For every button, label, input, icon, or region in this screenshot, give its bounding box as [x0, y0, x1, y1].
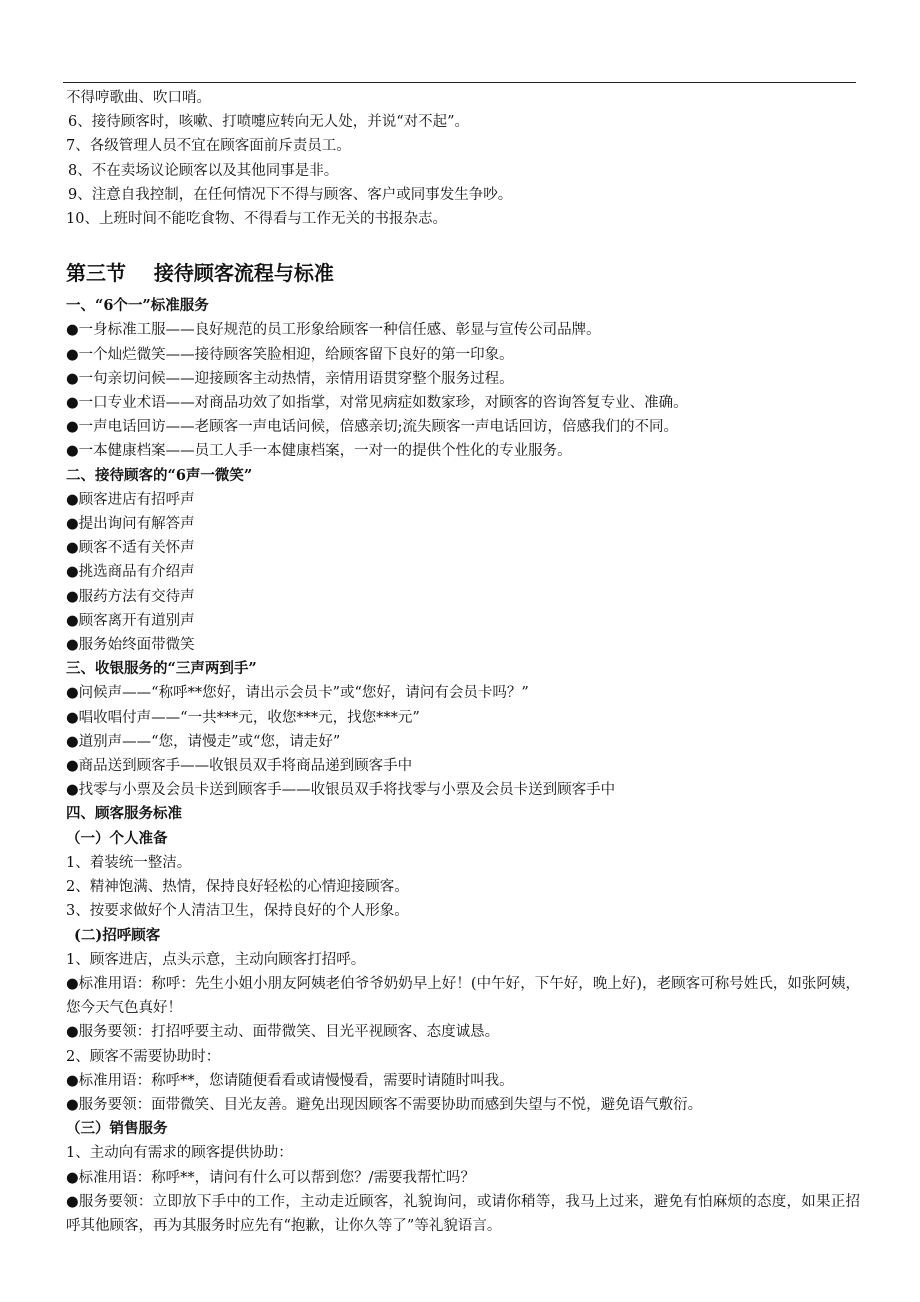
list-item: ●一句亲切问候——迎接顾客主动热情，亲情用语贯穿整个服务过程。 [66, 370, 514, 387]
heading-part2: 二、接待顾客的“6声一微笑” [66, 466, 253, 484]
text-line: 1、主动向有需求的顾客提供协助： [66, 1145, 293, 1162]
text-line: 7、各级管理人员不宜在顾客面前斥责员工。 [66, 138, 351, 155]
list-item: ●问候声——“称呼**您好，请出示会员卡”或“您好，请问有会员卡吗？” [66, 685, 529, 702]
document-body [66, 86, 860, 1238]
list-item: 2、精神饱满、热情，保持良好轻松的心情迎接顾客。 [66, 879, 409, 896]
list-item: 1、着装统一整洁。 [66, 854, 192, 871]
list-item: ●商品送到顾客手——收银员双手将商品递到顾客手中 [66, 758, 413, 775]
list-item: ●一本健康档案——员工人手一本健康档案，一对一的提供个性化的专业服务。 [66, 443, 572, 460]
text-line: 1、顾客进店，点头示意，主动向顾客打招呼。 [66, 951, 366, 968]
list-item: ●服务始终面带微笑 [66, 637, 195, 654]
header-rule [63, 82, 856, 83]
list-item: 3、按要求做好个人清洁卫生，保持良好的个人形象。 [66, 903, 409, 920]
text-line: 8、不在卖场议论顾客以及其他同事是非。 [68, 162, 339, 179]
paragraph: ●服务要领：立即放下手中的工作，主动走近顾客，礼貌询问，或请你稍等，我马上过来，避免有怕麻烦的态度，如果正招呼其他顾客，再为其服务时应先有“抱歉，让你久等了”等礼貌语言。 [66, 1193, 860, 1234]
text-line: 9、注意自我控制，在任何情况下不得与顾客、客户或同事发生争吵。 [68, 186, 513, 203]
heading-part3: 三、收银服务的“三声两到手” [66, 660, 257, 678]
text-line: ●服务要领：打招呼要主动、面带微笑、目光平视顾客、态度诚恳。 [66, 1024, 500, 1041]
list-item: ●道别声——“您，请慢走”或“您，请走好” [66, 733, 341, 750]
list-item: ●顾客进店有招呼声 [66, 491, 195, 508]
text-line: ●服务要领：面带微笑、目光友善。避免出现因顾客不需要协助而感到失望与不悦，避免语气敷衍。 [66, 1096, 703, 1113]
list-item: ●一个灿烂微笑——接待顾客笑脸相迎，给顾客留下良好的第一印象。 [66, 346, 514, 363]
list-item: ●找零与小票及会员卡送到顾客手——收银员双手将找零与小票及会员卡送到顾客手中 [66, 782, 616, 799]
list-item: ●顾客不适有关怀声 [66, 540, 195, 557]
list-item: ●唱收唱付声——“一共***元，收您***元，找您***元” [66, 709, 420, 726]
list-item: ●顾客离开有道别声 [66, 612, 195, 629]
list-item: ●一声电话回访——老顾客一声电话问候，倍感亲切;流失顾客一声电话回访，倍感我们的不同。 [66, 419, 679, 436]
text-line: 2、顾客不需要协助时： [66, 1048, 221, 1065]
list-item: ●挑选商品有介绍声 [66, 564, 195, 581]
list-item: ●服药方法有交待声 [66, 588, 195, 605]
text-line: 10、上班时间不能吃食物、不得看与工作无关的书报杂志。 [66, 211, 447, 228]
text-line: ●标准用语：称呼**，您请随便看看或请慢慢看，需要时请随时叫我。 [66, 1072, 514, 1089]
paragraph: ●标准用语：称呼：先生小姐小朋友阿姨老伯爷爷奶奶早上好！(中午好，下午好，晚上好)，老顾客可称号姓氏，如张阿姨，您今天气色真好！ [66, 975, 860, 1017]
list-item: ●提出询问有解答声 [66, 516, 195, 533]
list-item: ●一身标准工服——良好规范的员工形象给顾客一种信任感、彰显与宣传公司品牌。 [66, 322, 601, 339]
list-item: ●一口专业术语——对商品功效了如指掌，对常见病症如数家珍，对顾客的咨询答复专业、准确。 [66, 395, 688, 412]
heading-part4: 四、顾客服务标准 [66, 805, 182, 823]
subheading-sales-service: （三）销售服务 [66, 1120, 168, 1138]
subheading-greeting: (二)招呼顾客 [74, 926, 161, 944]
heading-part1: 一、“6个一”标准服务 [66, 297, 209, 315]
text-line: 6、接待顾客时，咳嗽、打喷嚏应转向无人处，并说“对不起”。 [68, 114, 470, 131]
subheading-personal-prep: （一）个人准备 [66, 829, 168, 847]
text-line: 不得哼歌曲、吹口哨。 [66, 90, 211, 106]
text-line: ●标准用语：称呼**，请问有什么可以帮到您？/需要我帮忙吗？ [66, 1169, 476, 1186]
section-title: 第三节 接待顾客流程与标准 [66, 261, 334, 286]
